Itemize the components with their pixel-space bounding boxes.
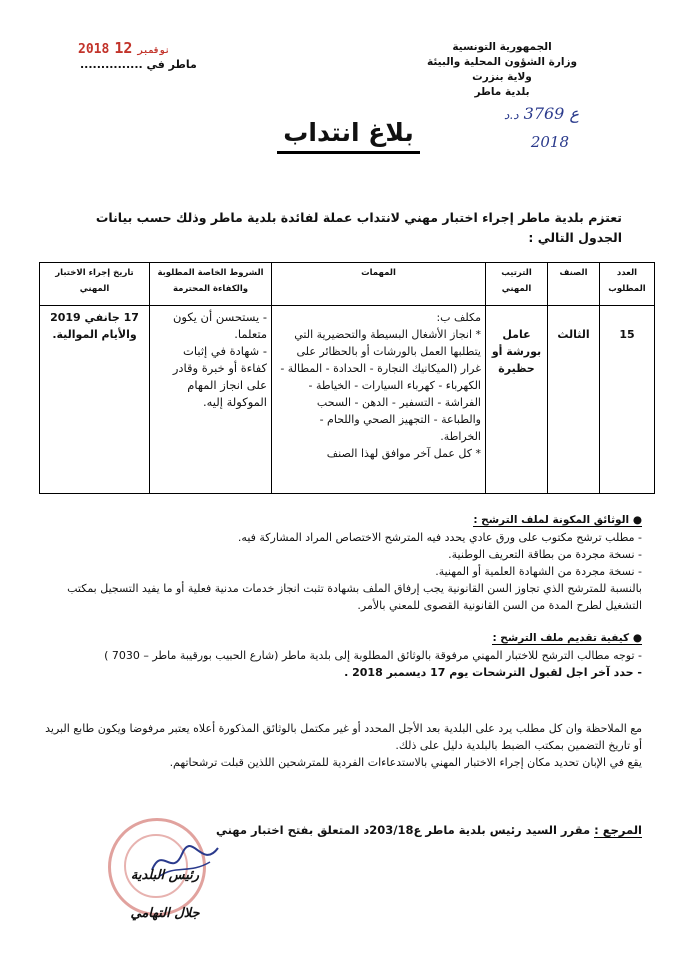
signature-name: جلال التهامي	[130, 906, 200, 921]
cell-category: الثالث	[548, 306, 600, 494]
letterhead	[402, 40, 602, 100]
reference-year: 2018	[530, 133, 569, 151]
recruitment-table	[39, 262, 655, 494]
bullet-icon: ●	[629, 514, 642, 526]
documents-section	[42, 512, 642, 614]
stamp-month: نوفمبر	[137, 46, 171, 56]
reference-text: مقرر السيد رئيس بلدية ماطر ع203/18د المتعلق بفتح اختبار مهني	[215, 823, 591, 837]
cell-rank: عامل بورشة أو حظيرة	[486, 306, 548, 494]
duties-intro: مكلف ب:	[436, 311, 481, 324]
signature-role: رئيس البلدية	[130, 868, 200, 883]
header-count: العدد المطلوب	[600, 263, 655, 306]
stamp-year: 2018	[78, 42, 110, 57]
submission-deadline: - حدد آخر اجل لقبول الترشحات يوم 17 ديسمبر 2018 .	[344, 666, 642, 679]
condition-item: - يستحسن أن يكون متعلما.	[172, 310, 267, 341]
title-text: بلاغ انتداب	[277, 118, 419, 154]
duty-item: * انجاز الأشغال البسيطة والتحضيرية التي يتطلبها العمل بالورشات أو بالحظائر على غرار (الميكانيك النجارة - الحدادة - المطالة - الكهرباء - كهرباء السيارات - الخياطة - الفراشة - التسفير - الدهن - السحب والطباعة - التجهيز الصحي واللحام - الخراطة.	[280, 328, 481, 443]
header-rank: الترتيب المهني	[486, 263, 548, 306]
submission-section	[42, 630, 642, 681]
header-conditions: الشروط الخاصة المطلوبة والكفاءة المحترمة	[150, 263, 272, 306]
letterhead-line: الجمهورية التونسية	[452, 41, 552, 53]
date-stamp	[78, 38, 198, 60]
document-item: - نسخة مجردة من بطاقة التعريف الوطنية.	[448, 548, 642, 561]
note-paragraph: مع الملاحظة وان كل مطلب يرد على البلدية بعد الأجل المحدد أو غير مكتمل بالوثائق المذكورة أعلاه يعتبر مرفوضا ويكون طابع البريد أو تاريخ التضمين بمكتب الضبط بالبلدية دليل على ذلك.	[45, 722, 642, 752]
document-note: بالنسبة للمترشح الذي تجاوز السن القانونية يجب إرفاق الملف بشهادة تثبت انجاز خدمات مدنية فعلية أو ما يفيد التسجيل بمكتب التشغيل لطرح المدة من السن القانونية القصوى للمعني بالأمر.	[67, 582, 642, 612]
header-duties: المهمات	[272, 263, 486, 306]
letterhead-line: ولاية بنزرت	[472, 71, 532, 83]
notes-section	[42, 720, 642, 771]
duty-item: * كل عمل آخر موافق لهذا الصنف	[326, 447, 481, 460]
letterhead-line: وزارة الشؤون المحلية والبيئة	[426, 56, 578, 68]
reference-digits: 3769	[523, 104, 565, 123]
submission-title	[42, 630, 642, 647]
reference-label: المرجع :	[594, 823, 642, 837]
submission-title-text: كيفية تقديم ملف الترشح :	[492, 632, 630, 644]
document-item: - مطلب ترشح مكتوب على ورق عادي يحدد فيه المترشح الاختصاص المراد المشاركة فيه.	[237, 531, 642, 544]
bullet-icon: ●	[629, 632, 642, 644]
letterhead-line: بلدية ماطر	[474, 86, 530, 98]
place-date: ماطر في ...............	[80, 58, 197, 71]
documents-title-text: الوثائق المكونة لملف الترشح :	[473, 514, 630, 526]
cell-conditions	[150, 306, 272, 494]
condition-item: - شهادة في إثبات كفاءة أو خبرة وقادر على انجاز المهام الموكولة إليه.	[172, 344, 267, 409]
documents-title	[42, 512, 642, 529]
submission-item: - توجه مطالب الترشح للاختبار المهني مرفوقة بالوثائق المطلوبة إلى بلدية ماطر (شارع الحبيب بورقيبة ماطر – 7030 )	[104, 649, 642, 662]
cell-count: 15	[600, 306, 655, 494]
intro-paragraph: تعتزم بلدية ماطر إجراء اختبار مهني لانتداب عملة لفائدة بلدية ماطر وذلك حسب بيانات الجدول التالي :	[95, 210, 622, 245]
cell-exam-date: 17 جانفي 2019 والأيام الموالية.	[40, 306, 150, 494]
cell-duties	[272, 306, 486, 494]
table-header-row	[40, 263, 655, 306]
note-paragraph: يقع في الإبان تحديد مكان إجراء الاختبار المهني بالاستدعاءات الفردية للمترشحين اللذين قبلت ترشحاتهم.	[169, 756, 642, 769]
reference-letter: ع	[569, 104, 579, 123]
table-row	[40, 306, 655, 494]
document-item: - نسخة مجردة من الشهادة العلمية أو المهنية.	[435, 565, 642, 578]
header-exam-date: تاريخ إجراء الاختبار المهني	[40, 263, 150, 306]
page-title	[0, 118, 697, 154]
stamp-day: 12	[114, 39, 133, 57]
reference-code: د.د	[504, 108, 519, 122]
header-category: الصنف	[548, 263, 600, 306]
